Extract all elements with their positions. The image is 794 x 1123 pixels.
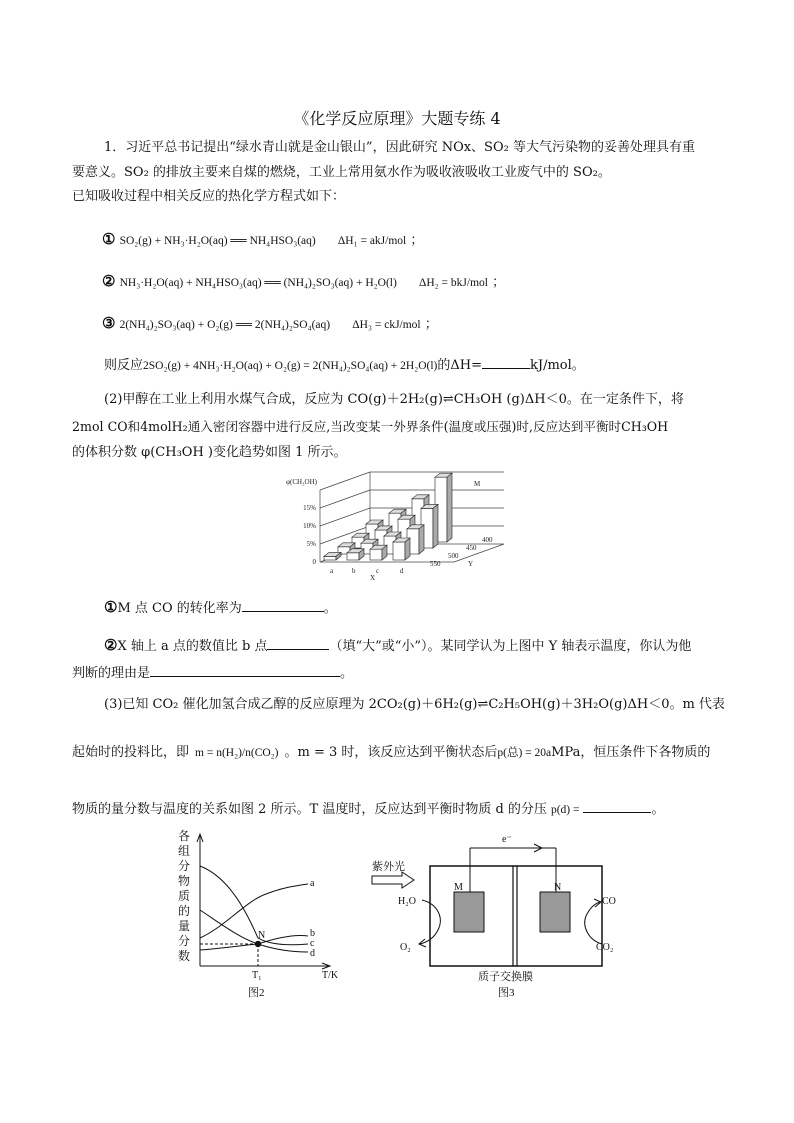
- q3-line2-pre: 起始时的投料比，即: [72, 745, 190, 760]
- answer-blank-partial-pressure[interactable]: [583, 800, 651, 813]
- eq2-enthalpy: ΔH₂ = bkJ/mol: [418, 277, 488, 289]
- answer-blank-conversion[interactable]: [242, 599, 324, 612]
- fig3-co2: CO₂: [596, 942, 614, 953]
- equation-3: [102, 314, 438, 334]
- q3-line3: [72, 800, 664, 819]
- eq1-number: ①: [102, 230, 116, 248]
- eq1-text: SO₂(g) + NH₃·H₂O(aq) ══ NH₄HSO₃(aq): [119, 235, 316, 247]
- fig1-bar-550-b: [347, 549, 364, 560]
- fig2-ylabel-6: 量: [178, 919, 191, 933]
- fig1-ytick-15: 15%: [303, 504, 316, 512]
- q2-line1: (2)甲醇在工业上利用水煤气合成，反应为 CO(g)＋2H₂(g)⇌CH₃OH (g)ΔH＜0。在一定条件下，将: [104, 392, 684, 407]
- fig2-point-n: [255, 941, 261, 947]
- fig2-ylabel-2: 分: [178, 859, 191, 873]
- eq3-enthalpy: ΔH₃ = ckJ/mol: [352, 319, 421, 331]
- target-post: 的ΔH=: [437, 358, 482, 373]
- sub2-number: ②: [104, 636, 118, 654]
- page-title: 《化学反应原理》大题专练 4: [293, 109, 501, 128]
- fig1-ztick-400: 400: [482, 536, 493, 544]
- fig2-ylabel-4: 质: [178, 889, 191, 903]
- answer-blank-reason[interactable]: [150, 664, 340, 677]
- answer-blank-dh[interactable]: [482, 356, 530, 369]
- q3-line1: (3)已知 CO₂ 催化加氢合成乙醇的反应原理为 2CO₂(g)＋6H₂(g)⇌C₂H₅OH(g)＋3H₂O(g)ΔH＜0。m 代表: [104, 697, 725, 712]
- fig1-ylabel: φ(CH₃OH): [286, 478, 317, 486]
- q2-line2: 2mol CO和4molH₂通入密闭容器中进行反应,当改变某一外界条件(温度或压强)时,反应达到平衡时CH₃OH: [72, 419, 669, 434]
- fig1-ytick-0: 0: [312, 558, 316, 566]
- fig3-light-arrow-icon: [372, 872, 414, 888]
- q1-intro-line2: 要意义。SO₂ 的排放主要来自煤的燃烧，工业上常用氨水作为吸收液吸收工业废气中的 SO₂。: [72, 165, 611, 180]
- q1-target: [104, 356, 585, 375]
- fig2-curve-b: [200, 866, 308, 945]
- eq3-number: ③: [102, 314, 116, 332]
- q2-sub1: [104, 598, 337, 618]
- fig2-label-b: b: [310, 928, 315, 939]
- q2-line3: 的体积分数 φ(CH₃OH )变化趋势如图 1 所示。: [72, 445, 347, 460]
- sub2-post: （填“大”或“小”）。某同学认为上图中 Y 轴表示温度，你认为他: [329, 639, 692, 654]
- target-unit: kJ/mol。: [530, 358, 585, 373]
- fig2-label-c: c: [310, 938, 315, 949]
- q3-line3-text: 物质的量分数与温度的关系如图 2 所示。T 温度时，反应达到平衡时物质 d 的分压: [72, 802, 547, 817]
- fig3-h2o: H₂O: [398, 896, 416, 907]
- sub1-end: 。: [323, 601, 337, 616]
- eq1-end: ；: [410, 233, 424, 248]
- fig1-bar-550-a: [324, 552, 341, 560]
- q1-intro-line1: 1．习近平总书记提出“绿水青山就是金山银山”，因此研究 NOx、SO₂ 等大气污染物的妥善处理具有重: [104, 140, 695, 155]
- fig1-ztick-550: 550: [430, 560, 441, 568]
- eq2-text: NH₃·H₂O(aq) + NH₄HSO₃(aq) ══ (NH₄)₂SO₃(aq) + H₂O(l): [119, 277, 397, 289]
- q2-sub2-line2: [72, 664, 353, 683]
- fig1-xtick-a: a: [330, 567, 334, 575]
- equation-2: [102, 272, 505, 292]
- fig1-xtick-d: d: [400, 567, 404, 575]
- q2-sub2: [104, 636, 691, 656]
- q3-line3-end: 。: [651, 802, 665, 817]
- fig2-label-a: a: [310, 878, 315, 889]
- fig1-bar-550-c: [370, 545, 387, 560]
- q3-line2-mid: 。m = 3 时，该反应达到平衡状态后: [284, 745, 498, 760]
- q3-ratio: m = n(H₂)/n(CO₂): [195, 747, 279, 759]
- fig3-membrane-label: 质子交换膜: [478, 971, 533, 983]
- q3-line2-post: MPa，恒压条件下各物质的: [551, 745, 711, 760]
- fig2-caption: 图2: [248, 987, 265, 999]
- fig2-t1-tick: T₁: [252, 970, 262, 981]
- fig2-ylabel-8: 数: [178, 949, 191, 963]
- fig3-electrode-n: [540, 892, 570, 932]
- fig1-zlabel: Y: [468, 560, 474, 568]
- eq2-number: ②: [102, 272, 116, 290]
- q3-p-d: p(d) =: [550, 804, 580, 816]
- q1-intro-line3: 已知吸收过程中相关反应的热化学方程式如下：: [72, 189, 346, 204]
- fig2-xlabel: T/K: [322, 970, 339, 981]
- answer-blank-compare[interactable]: [267, 637, 329, 650]
- sub1-number: ①: [104, 598, 118, 616]
- target-pre: 则反应: [104, 358, 144, 373]
- sub1-text: M 点 CO 的转化率为: [117, 601, 242, 616]
- figure-2: [176, 826, 352, 1002]
- fig3-electron: e⁻: [502, 834, 512, 845]
- sub2-end: 。: [340, 666, 354, 681]
- target-equation: 2SO₂(g) + 4NH₃·H₂O(aq) + O₂(g) = 2(NH₄)₂SO₄(aq) + 2H₂O(l): [143, 360, 438, 372]
- fig2-ylabel-7: 分: [178, 934, 191, 948]
- fig2-curve-c: [200, 910, 308, 952]
- eq1-enthalpy: ΔH₁ = akJ/mol: [337, 235, 407, 247]
- fig3-co: CO: [602, 896, 616, 907]
- sub2-reason: 判断的理由是: [72, 666, 151, 681]
- fig3-label-n: N: [554, 882, 562, 893]
- fig2-ylabel-1: 组: [178, 844, 191, 858]
- fig3-o2: O₂: [400, 942, 411, 953]
- fig2-label-n: N: [258, 930, 266, 941]
- figure-3: [362, 826, 622, 1002]
- fig1-ytick-10: 10%: [303, 522, 316, 530]
- fig2-ylabel-0: 各: [178, 829, 191, 843]
- fig2-ylabel-3: 物: [178, 874, 191, 888]
- q3-line2: [72, 744, 710, 762]
- fig1-bars: [324, 473, 452, 560]
- fig3-light-label: 紫外光: [372, 861, 405, 873]
- fig1-point-m: M: [474, 480, 481, 488]
- fig2-ylabel-5: 的: [178, 904, 191, 918]
- fig3-electrode-m: [454, 892, 484, 932]
- fig1-ytick-5: 5%: [306, 540, 316, 548]
- eq3-end: ；: [424, 317, 438, 332]
- q3-p-total: p(总) = 20a: [497, 747, 552, 759]
- figure-1-chart: [282, 470, 512, 580]
- fig1-ztick-500: 500: [448, 552, 459, 560]
- equation-1: [102, 230, 423, 250]
- eq3-text: 2(NH₄)₂SO₃(aq) + O₂(g) ══ 2(NH₄)₂SO₄(aq): [119, 319, 331, 331]
- fig1-xlabel: X: [370, 574, 376, 580]
- fig1-xtick-b: b: [352, 567, 356, 575]
- fig2-label-d: d: [310, 948, 315, 959]
- fig3-caption: 图3: [498, 987, 515, 999]
- fig1-ztick-450: 450: [466, 544, 477, 552]
- eq2-end: ；: [492, 275, 506, 290]
- fig1-xtick-c: c: [376, 567, 380, 575]
- fig1-bar-550-d: [393, 538, 410, 560]
- sub2-pre: X 轴上 a 点的数值比 b 点: [117, 639, 268, 654]
- fig3-label-m: M: [454, 882, 463, 893]
